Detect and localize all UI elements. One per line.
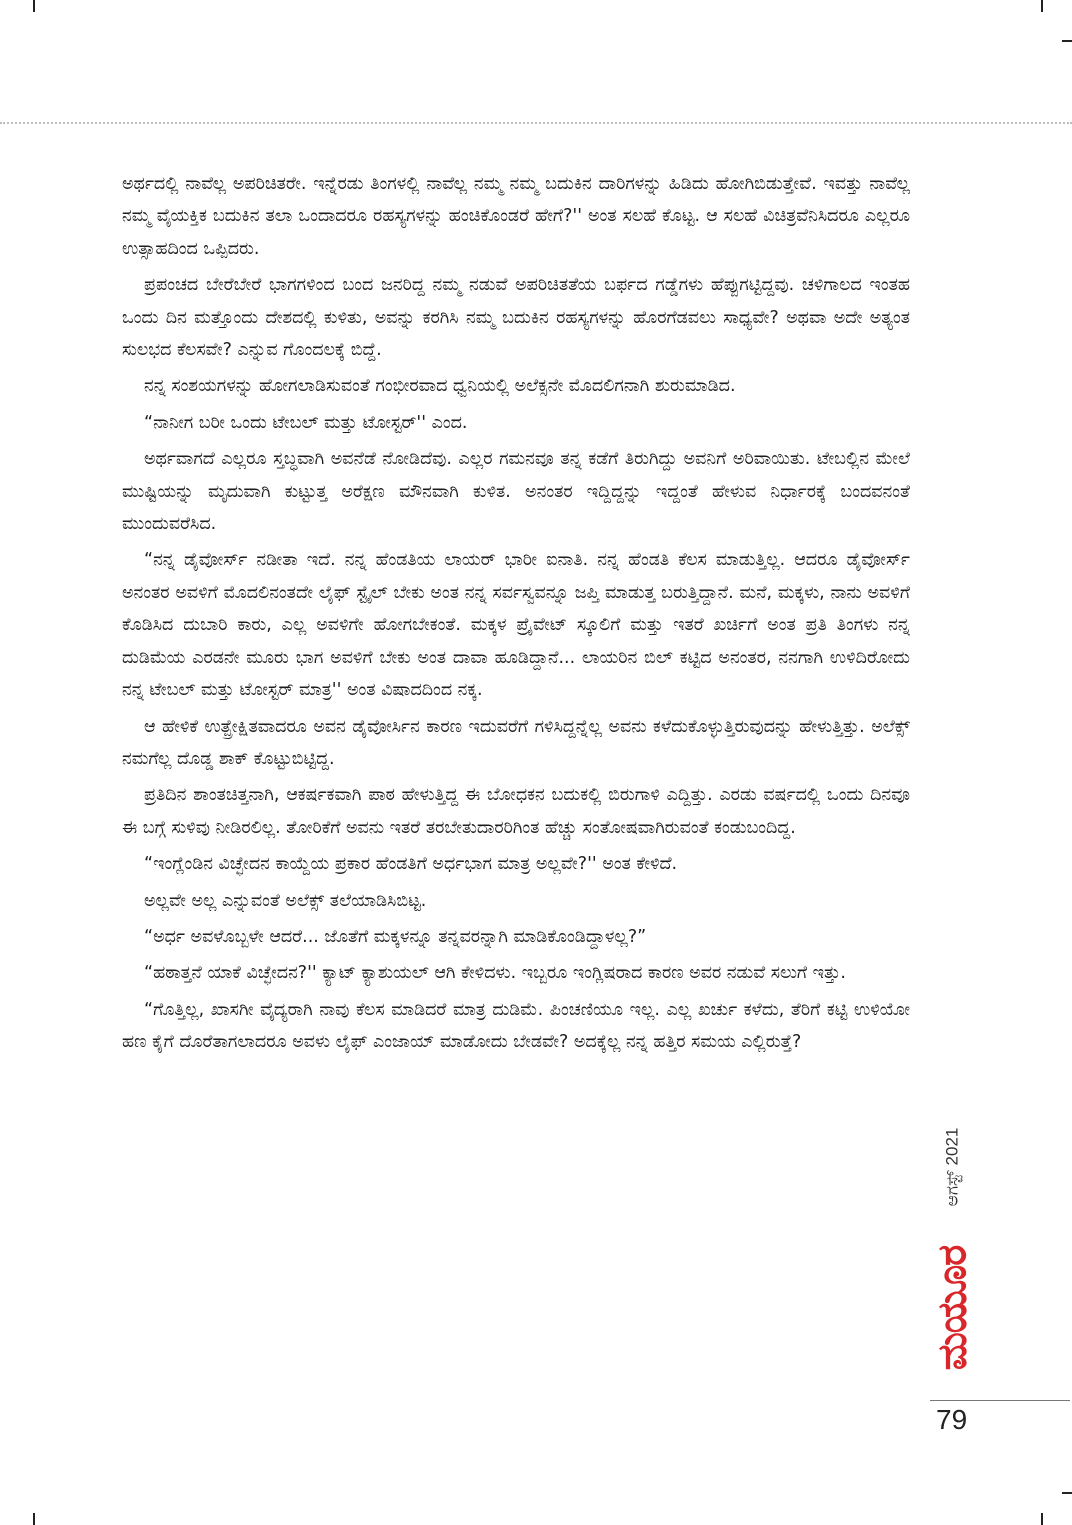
paragraph: “ಹಠಾತ್ತನೆ ಯಾಕೆ ವಿಚ್ಛೇದನ?'' ಕ್ಯಾಟ್ ಕ್ಯಾಶುಯಲ್ ಆಗಿ ಕೇಳಿದಳು. ಇಬ್ಬರೂ ಇಂಗ್ಲಿಷರಾದ ಕಾರಣ ಅವರ ನಡುವೆ ಸಲುಗೆ ಇತ್ತು.	[144, 963, 846, 984]
magazine-logo-text: ಮಯೂರ	[929, 1245, 975, 1371]
paragraph: “ಇಂಗ್ಲೆಂಡಿನ ವಿಚ್ಛೇದನ ಕಾಯ್ದೆಯ ಪ್ರಕಾರ ಹೆಂಡತಿಗೆ ಅರ್ಧಭಾಗ ಮಾತ್ರ ಅಲ್ಲವೇ?'' ಅಂತ ಕೇಳಿದೆ.	[144, 854, 678, 875]
issue-date-text: ಆಗಸ್ಟ್ 2021	[942, 1127, 961, 1207]
crop-mark-top-right	[1041, 0, 1043, 12]
crop-mark-bottom-left	[33, 1513, 35, 1525]
paragraph: “ಅರ್ಧ ಅವಳೊಬ್ಬಳೇ ಆದರೆ... ಜೊತೆಗೆ ಮಕ್ಕಳನ್ನೂ ತನ್ನವರನ್ನಾಗಿ ಮಾಡಿಕೊಂಡಿದ್ದಾಳಲ್ಲ?”	[144, 926, 647, 947]
paragraph: ಅರ್ಥವಾಗದೆ ಎಲ್ಲರೂ ಸ್ತಬ್ಧವಾಗಿ ಅವನೆಡೆ ನೋಡಿದೆವು. ಎಲ್ಲರ ಗಮನವೂ ತನ್ನ ಕಡೆಗೆ ತಿರುಗಿದ್ದು ಅವನಿಗೆ ಅರಿವಾಯಿತು. ಟೇಬಲ್ಲಿನ ಮೇಲೆ ಮುಷ್ಟಿಯನ್ನು ಮೃದುವಾಗಿ ಕುಟ್ಟುತ್ತ ಅರೆಕ್ಷಣ ಮೌನವಾಗಿ ಕುಳಿತ. ಅನಂತರ ಇದ್ದಿದ್ದನ್ನು ಇದ್ದಂತೆ ಹೇಳುವ ನಿರ್ಧಾರಕ್ಕೆ ಬಂದವನಂತೆ ಮುಂದುವರೆಸಿದ.	[122, 449, 910, 535]
paragraph: ಪ್ರಪಂಚದ ಬೇರೆಬೇರೆ ಭಾಗಗಳಿಂದ ಬಂದ ಜನರಿದ್ದ ನಮ್ಮ ನಡುವೆ ಅಪರಿಚಿತತೆಯ ಬರ್ಫದ ಗಡ್ಡೆಗಳು ಹೆಪ್ಪುಗಟ್ಟಿದ್ದವು. ಚಳಿಗಾಲದ ಇಂತಹ ಒಂದು ದಿನ ಮತ್ತೊಂದು ದೇಶದಲ್ಲಿ ಕುಳಿತು, ಅವನ್ನು ಕರಗಿಸಿ ನಮ್ಮ ಬದುಕಿನ ರಹಸ್ಯಗಳನ್ನು ಹೊರಗೆಡವಲು ಸಾಧ್ಯವೇ? ಅಥವಾ ಅದೇ ಅತ್ಯಂತ ಸುಲಭದ ಕೆಲಸವೇ? ಎನ್ನುವ ಗೊಂದಲಕ್ಕೆ ಬಿದ್ದೆ.	[122, 275, 910, 361]
paragraph: ಆ ಹೇಳಿಕೆ ಉತ್ಪ್ರೇಕ್ಷಿತವಾದರೂ ಅವನ ಡೈವೋರ್ಸಿನ ಕಾರಣ ಇದುವರೆಗೆ ಗಳಿಸಿದ್ದನ್ನೆಲ್ಲ ಅವನು ಕಳೆದುಕೊಳ್ಳುತ್ತಿರುವುದನ್ನು ಹೇಳುತ್ತಿತ್ತು. ಅಲೆಕ್ಸ್ ನಮಗೆಲ್ಲ ದೊಡ್ಡ ಶಾಕ್ ಕೊಟ್ಟುಬಿಟ್ಟಿದ್ದ.	[122, 716, 910, 769]
crop-mark-right-upper	[1062, 40, 1072, 42]
issue-date	[920, 1112, 984, 1222]
paragraph: ನನ್ನ ಸಂಶಯಗಳನ್ನು ಹೋಗಲಾಡಿಸುವಂತೆ ಗಂಭೀರವಾದ ಧ್ವನಿಯಲ್ಲಿ ಅಲೆಕ್ಸನೇ ಮೊದಲಿಗನಾಗಿ ಶುರುಮಾಡಿದ.	[144, 376, 736, 397]
paragraph: “ನಾನೀಗ ಬರೀ ಒಂದು ಟೇಬಲ್ ಮತ್ತು ಟೋಸ್ಟರ್'' ಎಂದ.	[144, 412, 468, 433]
paragraph: “ಗೊತ್ತಿಲ್ಲ, ಖಾಸಗೀ ವೈದ್ಯರಾಗಿ ನಾವು ಕೆಲಸ ಮಾಡಿದರೆ ಮಾತ್ರ ದುಡಿಮೆ. ಪಿಂಚಣಿಯೂ ಇಲ್ಲ. ಎಲ್ಲ ಖರ್ಚು ಕಳೆದು, ತೆರಿಗೆ ಕಟ್ಟಿ ಉಳಿಯೋ ಹಣ ಕೈಗೆ ದೊರೆತಾಗಲಾದರೂ ಅವಳು ಲೈಫ್ ಎಂಜಾಯ್ ಮಾಡೋದು ಬೇಡವೇ? ಅದಕ್ಕೆಲ್ಲ ನನ್ನ ಹತ್ತಿರ ಸಮಯ ಎಲ್ಲಿರುತ್ತೆ?	[122, 999, 910, 1053]
paragraph: ಪ್ರತಿದಿನ ಶಾಂತಚಿತ್ತನಾಗಿ, ಆಕರ್ಷಕವಾಗಿ ಪಾಠ ಹೇಳುತ್ತಿದ್ದ ಈ ಬೋಧಕನ ಬದುಕಲ್ಲಿ ಬಿರುಗಾಳಿ ಎದ್ದಿತ್ತು. ಎರಡು ವರ್ಷದಲ್ಲಿ ಒಂದು ದಿನವೂ ಈ ಬಗ್ಗೆ ಸುಳಿವು ನೀಡಿರಲಿಲ್ಲ. ತೋರಿಕೆಗೆ ಅವನು ಇತರೆ ತರಬೇತುದಾರರಿಗಿಂತ ಹೆಚ್ಚು ಸಂತೋಷವಾಗಿರುವಂತೆ ಕಂಡುಬಂದಿದ್ದ.	[122, 785, 910, 838]
paragraph: ಅಲ್ಲವೇ ಅಲ್ಲ ಎನ್ನುವಂತೆ ಅಲೆಕ್ಸ್ ತಲೆಯಾಡಿಸಿಬಿಟ್ಟ.	[144, 890, 427, 911]
crop-mark-right-lower	[1062, 1492, 1072, 1494]
article-body	[122, 168, 910, 1398]
paragraph: ಅರ್ಥದಲ್ಲಿ ನಾವೆಲ್ಲ ಅಪರಿಚಿತರೇ. ಇನ್ನೆರಡು ತಿಂಗಳಲ್ಲಿ ನಾವೆಲ್ಲ ನಮ್ಮ ನಮ್ಮ ಬದುಕಿನ ದಾರಿಗಳನ್ನು ಹಿಡಿದು ಹೋಗಿಬಿಡುತ್ತೇವೆ. ಇವತ್ತು ನಾವೆಲ್ಲ ನಮ್ಮ ವೈಯಕ್ತಿಕ ಬದುಕಿನ ತಲಾ ಒಂದಾದರೂ ರಹಸ್ಯಗಳನ್ನು ಹಂಚಿಕೊಂಡರೆ ಹೇಗೆ?'' ಅಂತ ಸಲಹೆ ಕೊಟ್ಟ. ಆ ಸಲಹೆ ವಿಚಿತ್ರವೆನಿಸಿದರೂ ಎಲ್ಲರೂ ಉತ್ಸಾಹದಿಂದ ಒಪ್ಪಿದರು.	[122, 174, 910, 259]
crop-mark-bottom-right	[1041, 1513, 1043, 1525]
crop-mark-top-left	[33, 0, 35, 12]
magazine-logo	[916, 1228, 988, 1388]
page-number: 79	[936, 1404, 968, 1435]
header-dotted-rule	[0, 122, 1072, 124]
paragraph: “ನನ್ನ ಡೈವೋರ್ಸ್ ನಡೀತಾ ಇದೆ. ನನ್ನ ಹೆಂಡತಿಯ ಲಾಯರ್ ಭಾರೀ ಐನಾತಿ. ನನ್ನ ಹೆಂಡತಿ ಕೆಲಸ ಮಾಡುತ್ತಿಲ್ಲ. ಆದರೂ ಡೈವೋರ್ಸ್ ಅನಂತರ ಅವಳಿಗೆ ಮೊದಲಿನಂತದೇ ಲೈಫ್ ಸ್ಟೈಲ್ ಬೇಕು ಅಂತ ನನ್ನ ಸರ್ವಸ್ವವನ್ನೂ ಜಪ್ತಿ ಮಾಡುತ್ತ ಬರುತ್ತಿದ್ದಾನೆ. ಮನೆ, ಮಕ್ಕಳು, ನಾನು ಅವಳಿಗೆ ಕೊಡಿಸಿದ ದುಬಾರಿ ಕಾರು, ಎಲ್ಲ ಅವಳಿಗೇ ಹೋಗಬೇಕಂತೆ. ಮಕ್ಕಳ ಪ್ರೈವೇಟ್ ಸ್ಕೂಲಿಗೆ ಮತ್ತು ಇತರೆ ಖರ್ಚಿಗೆ ಅಂತ ಪ್ರತಿ ತಿಂಗಳು ನನ್ನ ದುಡಿಮೆಯ ಎರಡನೇ ಮೂರು ಭಾಗ ಅವಳಿಗೆ ಬೇಕು ಅಂತ ದಾವಾ ಹೂಡಿದ್ದಾನೆ... ಲಾಯರಿನ ಬಿಲ್ ಕಟ್ಟಿದ ಅನಂತರ, ನನಗಾಗಿ ಉಳಿದಿರೋದು ನನ್ನ ಟೇಬಲ್ ಮತ್ತು ಟೋಸ್ಟರ್ ಮಾತ್ರ'' ಅಂತ ವಿಷಾದದಿಂದ ನಕ್ಕ.	[122, 550, 910, 701]
